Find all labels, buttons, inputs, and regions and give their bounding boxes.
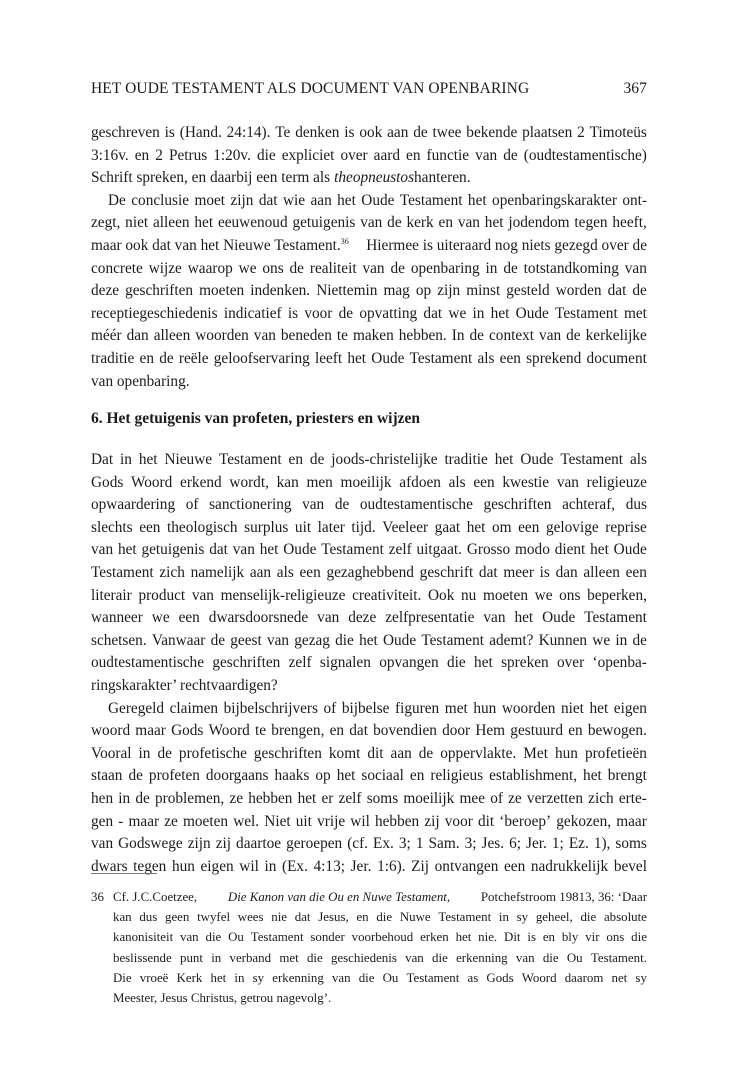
text-span: Hiermee is uiteraard nog niets gezegd over de <box>366 236 647 254</box>
text-line: oudtestamentische geschriften zelf signalen opvangen die het spreken over ‘openba- <box>91 654 647 672</box>
footnote <box>91 887 647 1008</box>
text-line <box>91 235 647 258</box>
text-line: gen - maar ze moeten wel. Niet uit vrije wil hebben zij voor dit ‘beroep’ gekozen, maar <box>91 812 647 830</box>
text-span: Potchefstroom 19813, 36: ‘Daar <box>480 890 647 904</box>
text-line: 3:16v. en 2 Petrus 1:20v. die expliciet over aard en functie van de (oudtestamentische) <box>91 146 647 164</box>
text-line: slechts een theologisch surplus uit later tijd. Veeleer gaat het om een gelovige reprise <box>91 518 647 536</box>
footnote-line: kan dus geen twyfel wees nie dat Jesus, en die Nuwe Testament in sy geheel, die absolute <box>113 910 647 925</box>
text-span: Schrift spreken, en daarbij een term als <box>91 169 331 187</box>
section-heading: 6. Het getuigenis van profeten, priesters en wijzen <box>91 410 421 427</box>
running-header <box>91 80 647 98</box>
text-line: Vooral in de profetische geschriften komt dit aan de oppervlakte. Met hun profetieën <box>91 744 647 762</box>
text-line: woord maar Gods Woord te brengen, en dat bovendien door Hem gestuurd en bewogen. <box>91 722 647 740</box>
text-span: hanteren. <box>414 169 471 187</box>
text-line: concrete wijze waarop we ons de realiteit van de openbaring in de totstandkoming van <box>91 259 647 277</box>
text-line: van het getuigenis dat van het Oude Testament zelf uitgaat. Grosso modo dient het Oude <box>91 541 647 559</box>
text-line: van openbaring. <box>91 372 190 390</box>
footnote-line: Die vroeë Kerk het in sy erkenning van die Ou Testament as Gods Woord daarom net sy <box>113 970 647 985</box>
text-line <box>91 167 647 190</box>
text-line: hen in de problemen, ze hebben het er zelf soms moeilijk mee of ze verzetten zich erte- <box>91 789 647 807</box>
text-line: geschreven is (Hand. 24:14). Te denken is ook aan de twee bekende plaatsen 2 Timoteüs <box>91 124 647 141</box>
text-line: Gods Woord erkend wordt, kan men moeilijk afdoen als een kwestie van religieuze <box>91 473 647 491</box>
text-line: méér dan alleen woorden van beneden te maken hebben. In de context van de kerkelijke <box>91 327 647 345</box>
italic-title: Die Kanon van die Ou en Nuwe Testament, <box>227 890 451 904</box>
paragraph-main <box>91 449 647 878</box>
text-line: zegt, niet alleen het eeuwenoud getuigenis van de kerk en van het jodendom tegen heeft, <box>91 214 647 232</box>
text-line: schetsen. Vanwaar de geest van gezag die het Oude Testament ademt? Kunnen we in de <box>91 631 647 649</box>
text-line: wanneer we een dwarsdoorsnede van deze zelfpresentatie van het Oude Testament <box>91 609 647 627</box>
text-span: Cf. J.C.Coetzee, <box>113 890 198 904</box>
page-number: 367 <box>623 80 647 97</box>
footnote-number: 36 <box>91 890 104 904</box>
footnote-line <box>91 887 647 907</box>
text-line: dwars tegen hun eigen wil in (Ex. 4:13; Jer. 1:6). Zij ontvangen een nadrukkelijk bevel <box>91 857 647 875</box>
running-title: HET OUDE TESTAMENT ALS DOCUMENT VAN OPENBARING <box>91 80 530 97</box>
text-line: De conclusie moet zijn dat wie aan het Oude Testament het openbaringskarakter ont- <box>108 191 647 209</box>
text-fragment: maar ook dat van het Nieuwe Testament. <box>91 236 341 254</box>
italic-term: theopneustos <box>334 169 415 187</box>
footnote-ref[interactable]: 36 <box>340 236 349 246</box>
text-line: literair product van menselijk-religieuze creativiteit. Ook nu moeten we ons beperken, <box>91 586 647 604</box>
paragraph-top <box>91 122 647 393</box>
text-line: opwaardering of sanctionering van de oudtestamentische geschriften achteraf, dus <box>91 496 647 514</box>
text-line: ringskarakter’ rechtvaardigen? <box>91 676 278 694</box>
text-line: Testament zich namelijk aan als een gezaghebbend geschrift dat meer is dan alleen een <box>91 563 647 581</box>
text-line: traditie en de reële geloofservaring leeft het Oude Testament als een sprekend document <box>91 349 647 367</box>
text-line: receptiegeschiedenis indicatief is voor de opvatting dat we in het Oude Testament met <box>91 304 647 322</box>
text-line: deze geschriften moeten indenken. Niettemin mag op zijn minst gesteld worden dat de <box>91 282 647 300</box>
footnote-divider <box>91 873 157 874</box>
footnote-line: beslissende punt in verband met die geschiedenis van die erkenning van die Ou Testament. <box>113 950 647 965</box>
footnote-line: kanonisiteit van die Ou Testament sonder voorbehoud erken het nie. Dit is en bly vir ons die <box>113 930 647 945</box>
text-line: van Godswege zijn zij daartoe geroepen (cf. Ex. 3; 1 Sam. 3; Jes. 6; Jer. 1; Ez. 1), soms <box>91 835 647 853</box>
text-line: staan de profeten doorgaans haaks op het sociaal en religieus establishment, het brengt <box>91 767 647 785</box>
text-line: Geregeld claimen bijbelschrijvers of bijbelse figuren met hun woorden niet het eigen <box>108 699 647 717</box>
text-span <box>91 235 349 258</box>
footnote-line: Meester, Jesus Christus, getrou nagevolg’. <box>113 990 332 1005</box>
text-line: Dat in het Nieuwe Testament en de joods-christelijke traditie het Oude Testament als <box>91 451 647 468</box>
